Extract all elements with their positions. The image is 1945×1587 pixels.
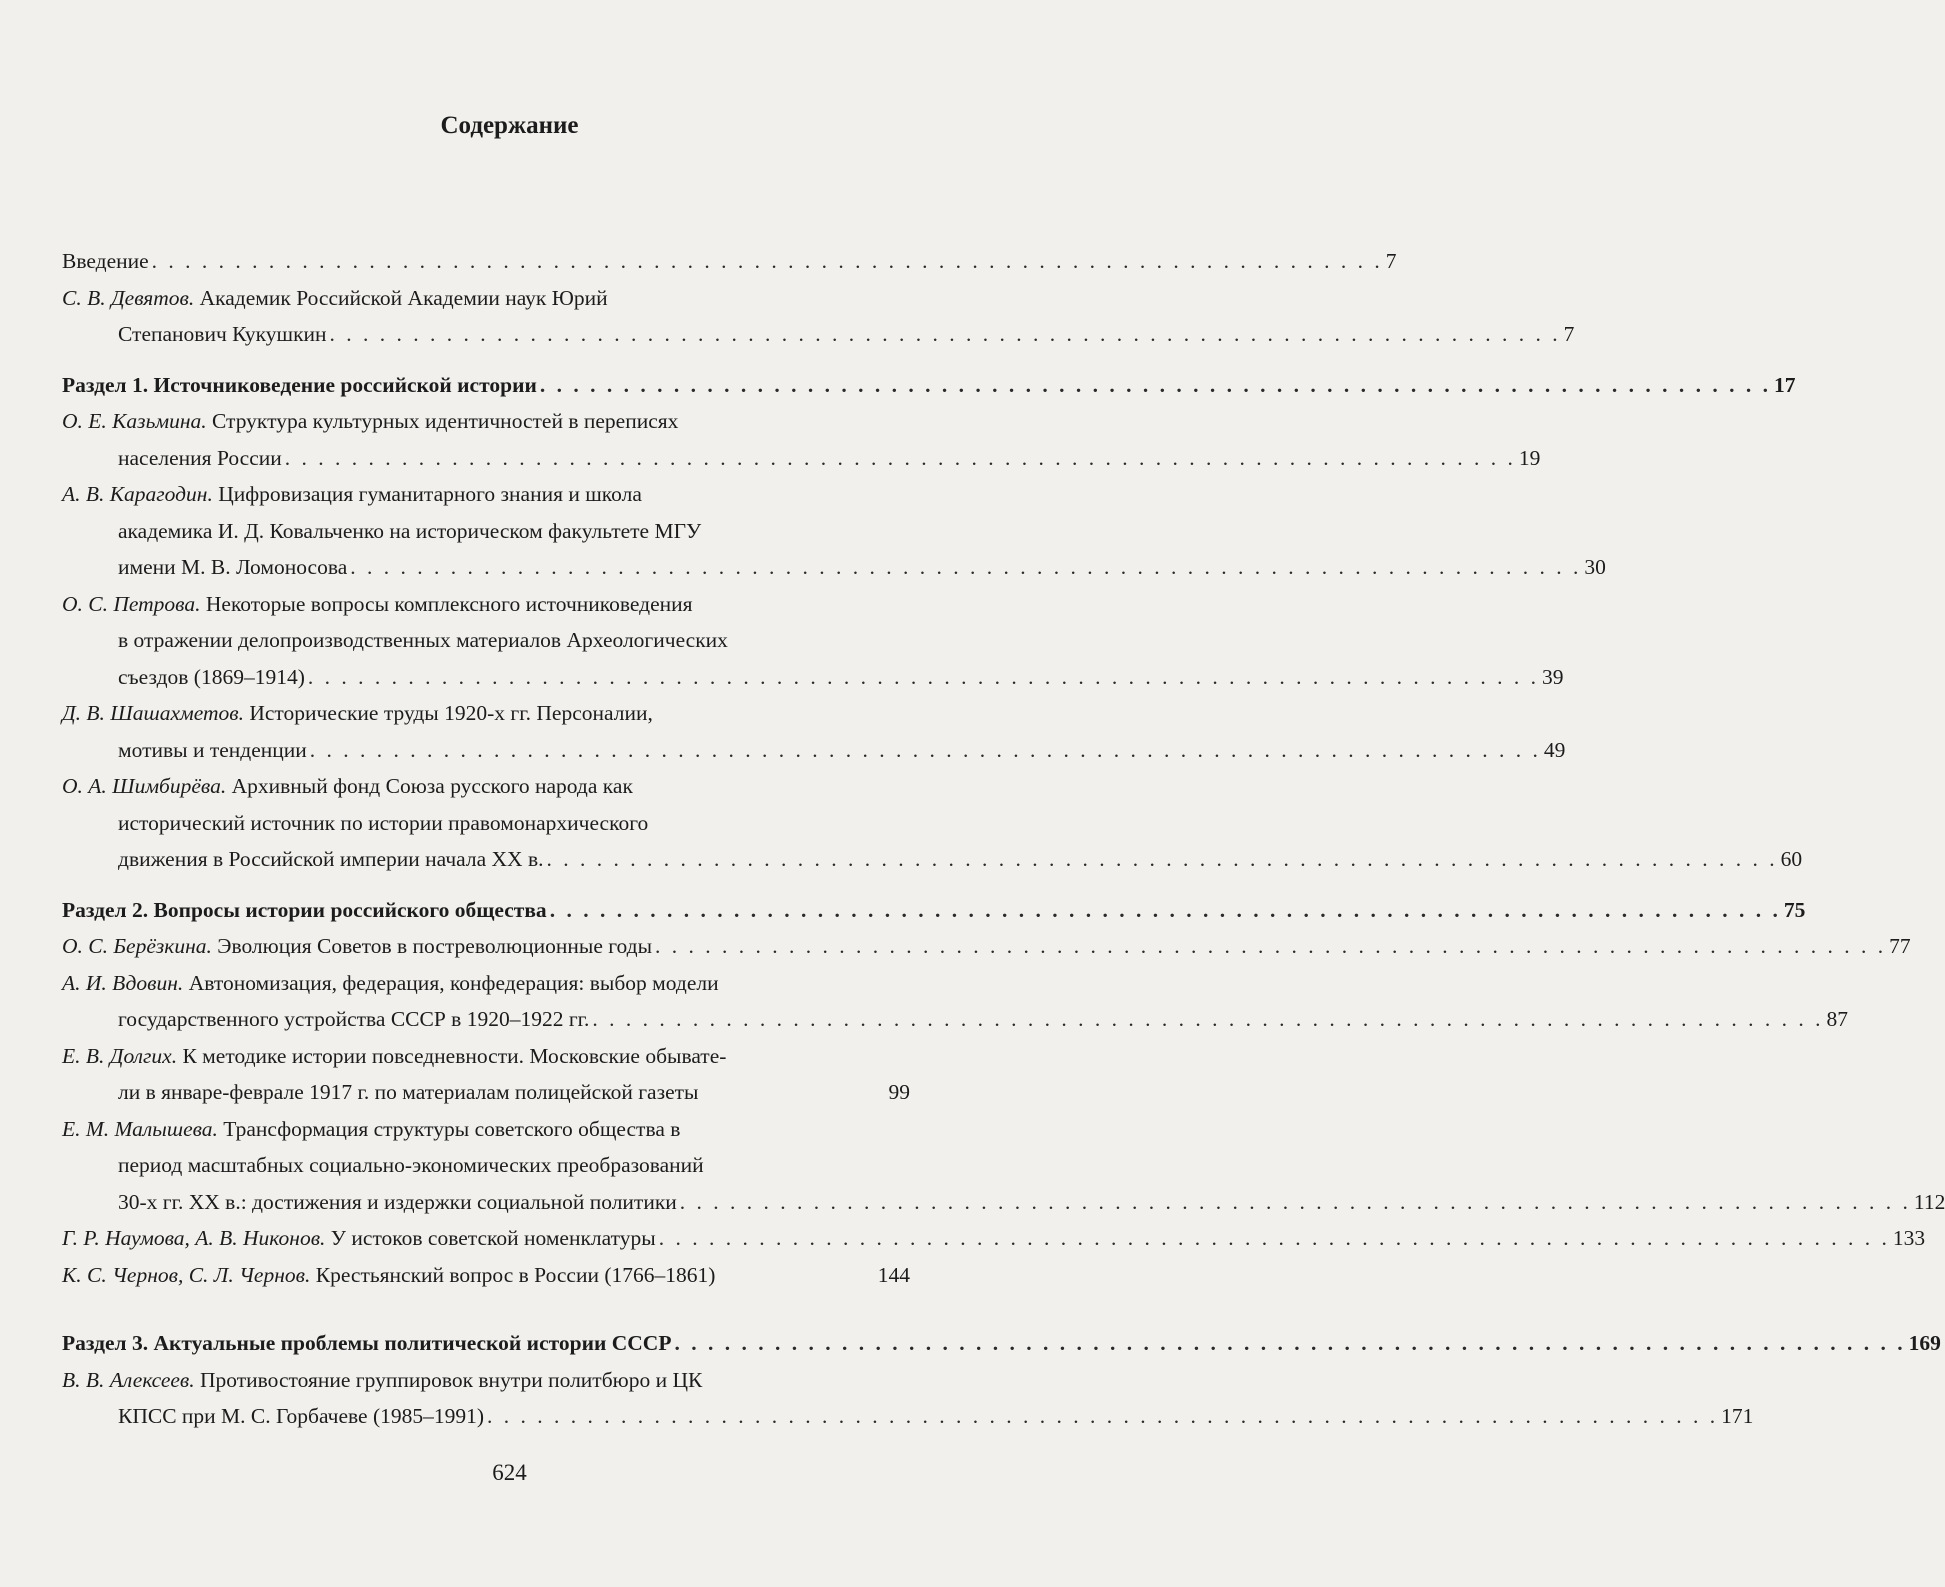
section-spacer	[62, 353, 910, 367]
toc-author: О. С. Берёзкина.	[62, 934, 212, 958]
toc-page-number: 112	[1913, 1189, 1945, 1214]
toc-title-text: государственного устройства СССР в 1920–1922 гг.	[118, 1007, 590, 1031]
toc-page-number: 49	[1543, 737, 1566, 762]
toc-line	[62, 586, 910, 623]
toc-title-text: Архивный фонд Союза русского народа как	[231, 774, 633, 798]
toc-entry	[62, 1362, 1754, 1435]
toc-title-text: академика И. Д. Ковальченко на историческом факультете МГУ	[118, 518, 702, 543]
toc-title-text: КПСС при М. С. Горбачеве (1985–1991)	[118, 1404, 485, 1428]
toc-title-text: Трансформация структуры советского общества в	[223, 1116, 681, 1141]
toc-title-text: Некоторые вопросы комплексного источниковедения	[205, 591, 693, 616]
dot-leader: . . . . . . . . . . . . . . . . . . . . . . . . . . . . . . . . . . . . . . . . . . . . . . . . . . . . . . . . . . . . . . . . . . . . . . . . . .	[284, 445, 1516, 470]
toc-page-number: 77	[1889, 934, 1911, 958]
toc-page-number: 39	[1541, 664, 1564, 689]
toc-page-number: 169	[1908, 1331, 1941, 1355]
dot-leader: . . . . . . . . . . . . . . . . . . . . . . . . . . . . . . . . . . . . . . . . . . . . . . . . . . . . . . . . . . . . . . . . . . . . . . . . . .	[679, 1189, 1911, 1214]
toc-author: О. С. Петрова.	[62, 591, 201, 616]
toc-author: Е. В. Долгих.	[62, 1043, 178, 1068]
toc-title-text: населения России	[118, 445, 282, 470]
toc-section-heading	[62, 367, 1796, 404]
toc-title-text: в отражении делопроизводственных материалов Археологических	[118, 628, 728, 652]
toc-line	[62, 440, 1541, 477]
toc-page-number: 133	[1892, 1226, 1926, 1250]
toc-line	[62, 1038, 910, 1075]
toc-entry	[62, 928, 1911, 965]
toc-title-text: ли в январе-феврале 1917 г. по материалам полицейской газеты	[118, 1080, 699, 1104]
toc-entry	[62, 965, 1849, 1038]
toc-line	[62, 513, 910, 550]
toc-line	[62, 403, 910, 440]
toc-author: Г. Р. Наумова, А. В. Никонов.	[62, 1226, 326, 1250]
toc-page-number: 7	[1385, 249, 1397, 273]
toc-page-number: 60	[1780, 847, 1803, 871]
dot-leader: . . . . . . . . . . . . . . . . . . . . . . . . . . . . . . . . . . . . . . . . . . . . . . . . . . . . . . . . . . . . . . . . . . . . . . . . . .	[546, 847, 1778, 871]
toc-line	[62, 1398, 1754, 1435]
dot-leader: . . . . . . . . . . . . . . . . . . . . . . . . . . . . . . . . . . . . . . . . . . . . . . . . . . . . . . . . . . . . . . . . . . . . . . . . . .	[309, 737, 1541, 762]
toc-line	[62, 928, 1911, 965]
toc-title-text: Крестьянский вопрос в России (1766–1861)	[315, 1262, 716, 1287]
toc-page-number: 7	[1563, 322, 1575, 346]
toc-line	[62, 841, 1803, 878]
dot-leader: . . . . . . . . . . . . . . . . . . . . . . . . . . . . . . . . . . . . . . . . . . . . . . . . . . . . . . . . . . . . . . . . . . . . . . . . . .	[655, 934, 1887, 958]
toc-entry	[62, 1257, 910, 1294]
dot-leader: . . . . . . . . . . . . . . . . . . . . . . . . . . . . . . . . . . . . . . . . . . . . . . . . . . . . . . . . . . . . . . . . . . . . . . . . . .	[329, 322, 1561, 346]
toc-title-text: Противостояние группировок внутри политбюро и ЦК	[200, 1367, 703, 1392]
toc-line	[62, 1220, 1926, 1257]
toc-line	[62, 892, 1806, 929]
toc-title-text: Структура культурных идентичностей в переписях	[212, 409, 679, 433]
dot-leader: . . . . . . . . . . . . . . . . . . . . . . . . . . . . . . . . . . . . . . . . . . . . . . . . . . . . . . . . . . . . . . . . . . . . . . . . . .	[487, 1404, 1719, 1428]
toc-title-text: Введение	[62, 249, 149, 273]
toc-title-text: Академик Российской Академии наук Юрий	[199, 285, 608, 310]
toc-entry	[62, 476, 1606, 586]
toc-title-text: исторический источник по истории правомонархического	[118, 810, 649, 835]
toc-line	[62, 695, 910, 732]
toc-entry	[62, 243, 1397, 280]
toc-title-text: период масштабных социально-экономических преобразований	[118, 1153, 704, 1177]
toc-title-text: съездов (1869–1914)	[118, 664, 305, 689]
toc-author: В. В. Алексеев.	[62, 1367, 195, 1392]
toc-entry	[62, 280, 1575, 353]
toc-author: Д. В. Шашахметов.	[62, 701, 244, 725]
toc-page-number: 87	[1826, 1007, 1849, 1031]
dot-leader: . . . . . . . . . . . . . . . . . . . . . . . . . . . . . . . . . . . . . . . . . . . . . . . . . . . . . . . . . . . . . . . . . . . . . . . . . .	[592, 1007, 1824, 1031]
section-spacer	[62, 878, 910, 892]
toc-author: О. А. Шимбирёва.	[62, 774, 227, 798]
toc-title-text: имени М. В. Ломоносова	[118, 555, 348, 579]
toc-line	[62, 768, 910, 805]
toc-page-number: 19	[1518, 445, 1541, 470]
toc-page-number: 75	[1783, 897, 1806, 922]
toc-title-text: Автономизация, федерация, конфедерация: выбор модели	[188, 970, 719, 995]
toc-entry	[62, 1220, 1926, 1257]
toc-line	[62, 1362, 910, 1399]
toc-entry	[62, 1111, 1945, 1221]
dot-leader: . . . . . . . . . . . . . . . . . . . . . . . . . . . . . . . . . . . . . . . . . . . . . . . . . . . . . . . . . . . . . . . . . . . . . . . . . .	[539, 372, 1771, 397]
toc-entry	[62, 695, 1566, 768]
toc-title-text: Цифровизация гуманитарного знания и школа	[218, 482, 642, 506]
toc-page-number: 171	[1721, 1404, 1754, 1428]
dot-leader: . . . . . . . . . . . . . . . . . . . . . . . . . . . . . . . . . . . . . . . . . . . . . . . . . . . . . . . . . . . . . . . . . . . . . . . . . .	[658, 1226, 1890, 1250]
dot-leader: . . . . . . . . . . . . . . . . . . . . . . . . . . . . . . . . . . . . . . . . . . . . . . . . . . . . . . . . . . . . . . . . . . . . . . . . . .	[350, 555, 1582, 579]
dot-leader: . . . . . . . . . . . . . . . . . . . . . . . . . . . . . . . . . . . . . . . . . . . . . . . . . . . . . . . . . . . . . . . . . . . . . . . . . .	[674, 1331, 1906, 1355]
toc-title-text: движения в Российской империи начала XX в.	[118, 847, 544, 871]
table-of-contents	[62, 243, 1945, 1435]
toc-section-heading	[62, 1325, 1941, 1362]
toc-line	[62, 732, 1566, 769]
toc-line	[62, 549, 1606, 586]
toc-page-number: 144	[877, 1262, 910, 1287]
toc-line	[62, 367, 1796, 404]
dot-leader: . . . . . . . . . . . . . . . . . . . . . . . . . . . . . . . . . . . . . . . . . . . . . . . . . . . . . . . . . . . . . . . . . . . . . . . . . .	[151, 249, 1383, 273]
toc-line	[62, 243, 1397, 280]
toc-line	[62, 622, 910, 659]
toc-author: С. В. Девятов.	[62, 285, 195, 310]
page-number: 624	[492, 1460, 527, 1485]
section-spacer	[62, 1293, 910, 1325]
toc-line	[62, 316, 1575, 353]
toc-entry	[62, 1038, 910, 1111]
toc-section-heading	[62, 892, 1806, 929]
toc-line	[62, 476, 910, 513]
toc-author: К. С. Чернов, С. Л. Чернов.	[62, 1262, 311, 1287]
toc-title-text: Раздел 2. Вопросы истории российского общества	[62, 897, 547, 922]
toc-line	[62, 659, 1564, 696]
toc-line	[62, 1147, 910, 1184]
toc-entry	[62, 768, 1803, 878]
page-title: Содержание	[440, 112, 579, 139]
toc-line	[62, 1111, 910, 1148]
toc-author: Е. М. Малышева.	[62, 1116, 218, 1141]
toc-title-text: мотивы и тенденции	[118, 737, 307, 762]
dot-leader: . . . . . . . . . . . . . . . . . . . . . . . . . . . . . . . . . . . . . . . . . . . . . . . . . . . . . . . . . . . . . . . . . . . . . . . . . .	[549, 897, 1781, 922]
toc-title-text: У истоков советской номенклатуры	[330, 1226, 656, 1250]
toc-title-text: Эволюция Советов в постреволюционные годы	[217, 934, 653, 958]
toc-line	[62, 1257, 910, 1294]
toc-line	[62, 1325, 1941, 1362]
toc-page-number: 99	[888, 1080, 910, 1104]
toc-entry	[62, 403, 1541, 476]
toc-author: О. Е. Казьмина.	[62, 409, 207, 433]
toc-line	[62, 1074, 910, 1111]
toc-line	[62, 280, 910, 317]
dot-leader: . . . . . . . . . . . . . . . . . . . . . . . . . . . . . . . . . . . . . . . . . . . . . . . . . . . . . . . . . . . . . . . . . . . . . . . . . .	[307, 664, 1539, 689]
toc-author: А. И. Вдовин.	[62, 970, 184, 995]
toc-title-text: 30-х гг. XX в.: достижения и издержки социальной политики	[118, 1189, 677, 1214]
toc-title-text: Раздел 1. Источниковедение российской истории	[62, 372, 537, 397]
toc-page-number: 30	[1584, 555, 1606, 579]
toc-line	[62, 1184, 1945, 1221]
toc-line	[62, 805, 910, 842]
toc-title-text: К методике истории повседневности. Московские обывате-	[182, 1043, 727, 1068]
toc-entry	[62, 586, 1564, 696]
toc-title-text: Степанович Кукушкин	[118, 322, 327, 346]
toc-page-number: 17	[1773, 372, 1796, 397]
toc-line	[62, 965, 910, 1002]
toc-author: А. В. Карагодин.	[62, 482, 213, 506]
toc-title-text: Исторические труды 1920-х гг. Персоналии,	[249, 701, 653, 725]
toc-title-text: Раздел 3. Актуальные проблемы политической истории СССР	[62, 1331, 672, 1355]
toc-line	[62, 1001, 1849, 1038]
